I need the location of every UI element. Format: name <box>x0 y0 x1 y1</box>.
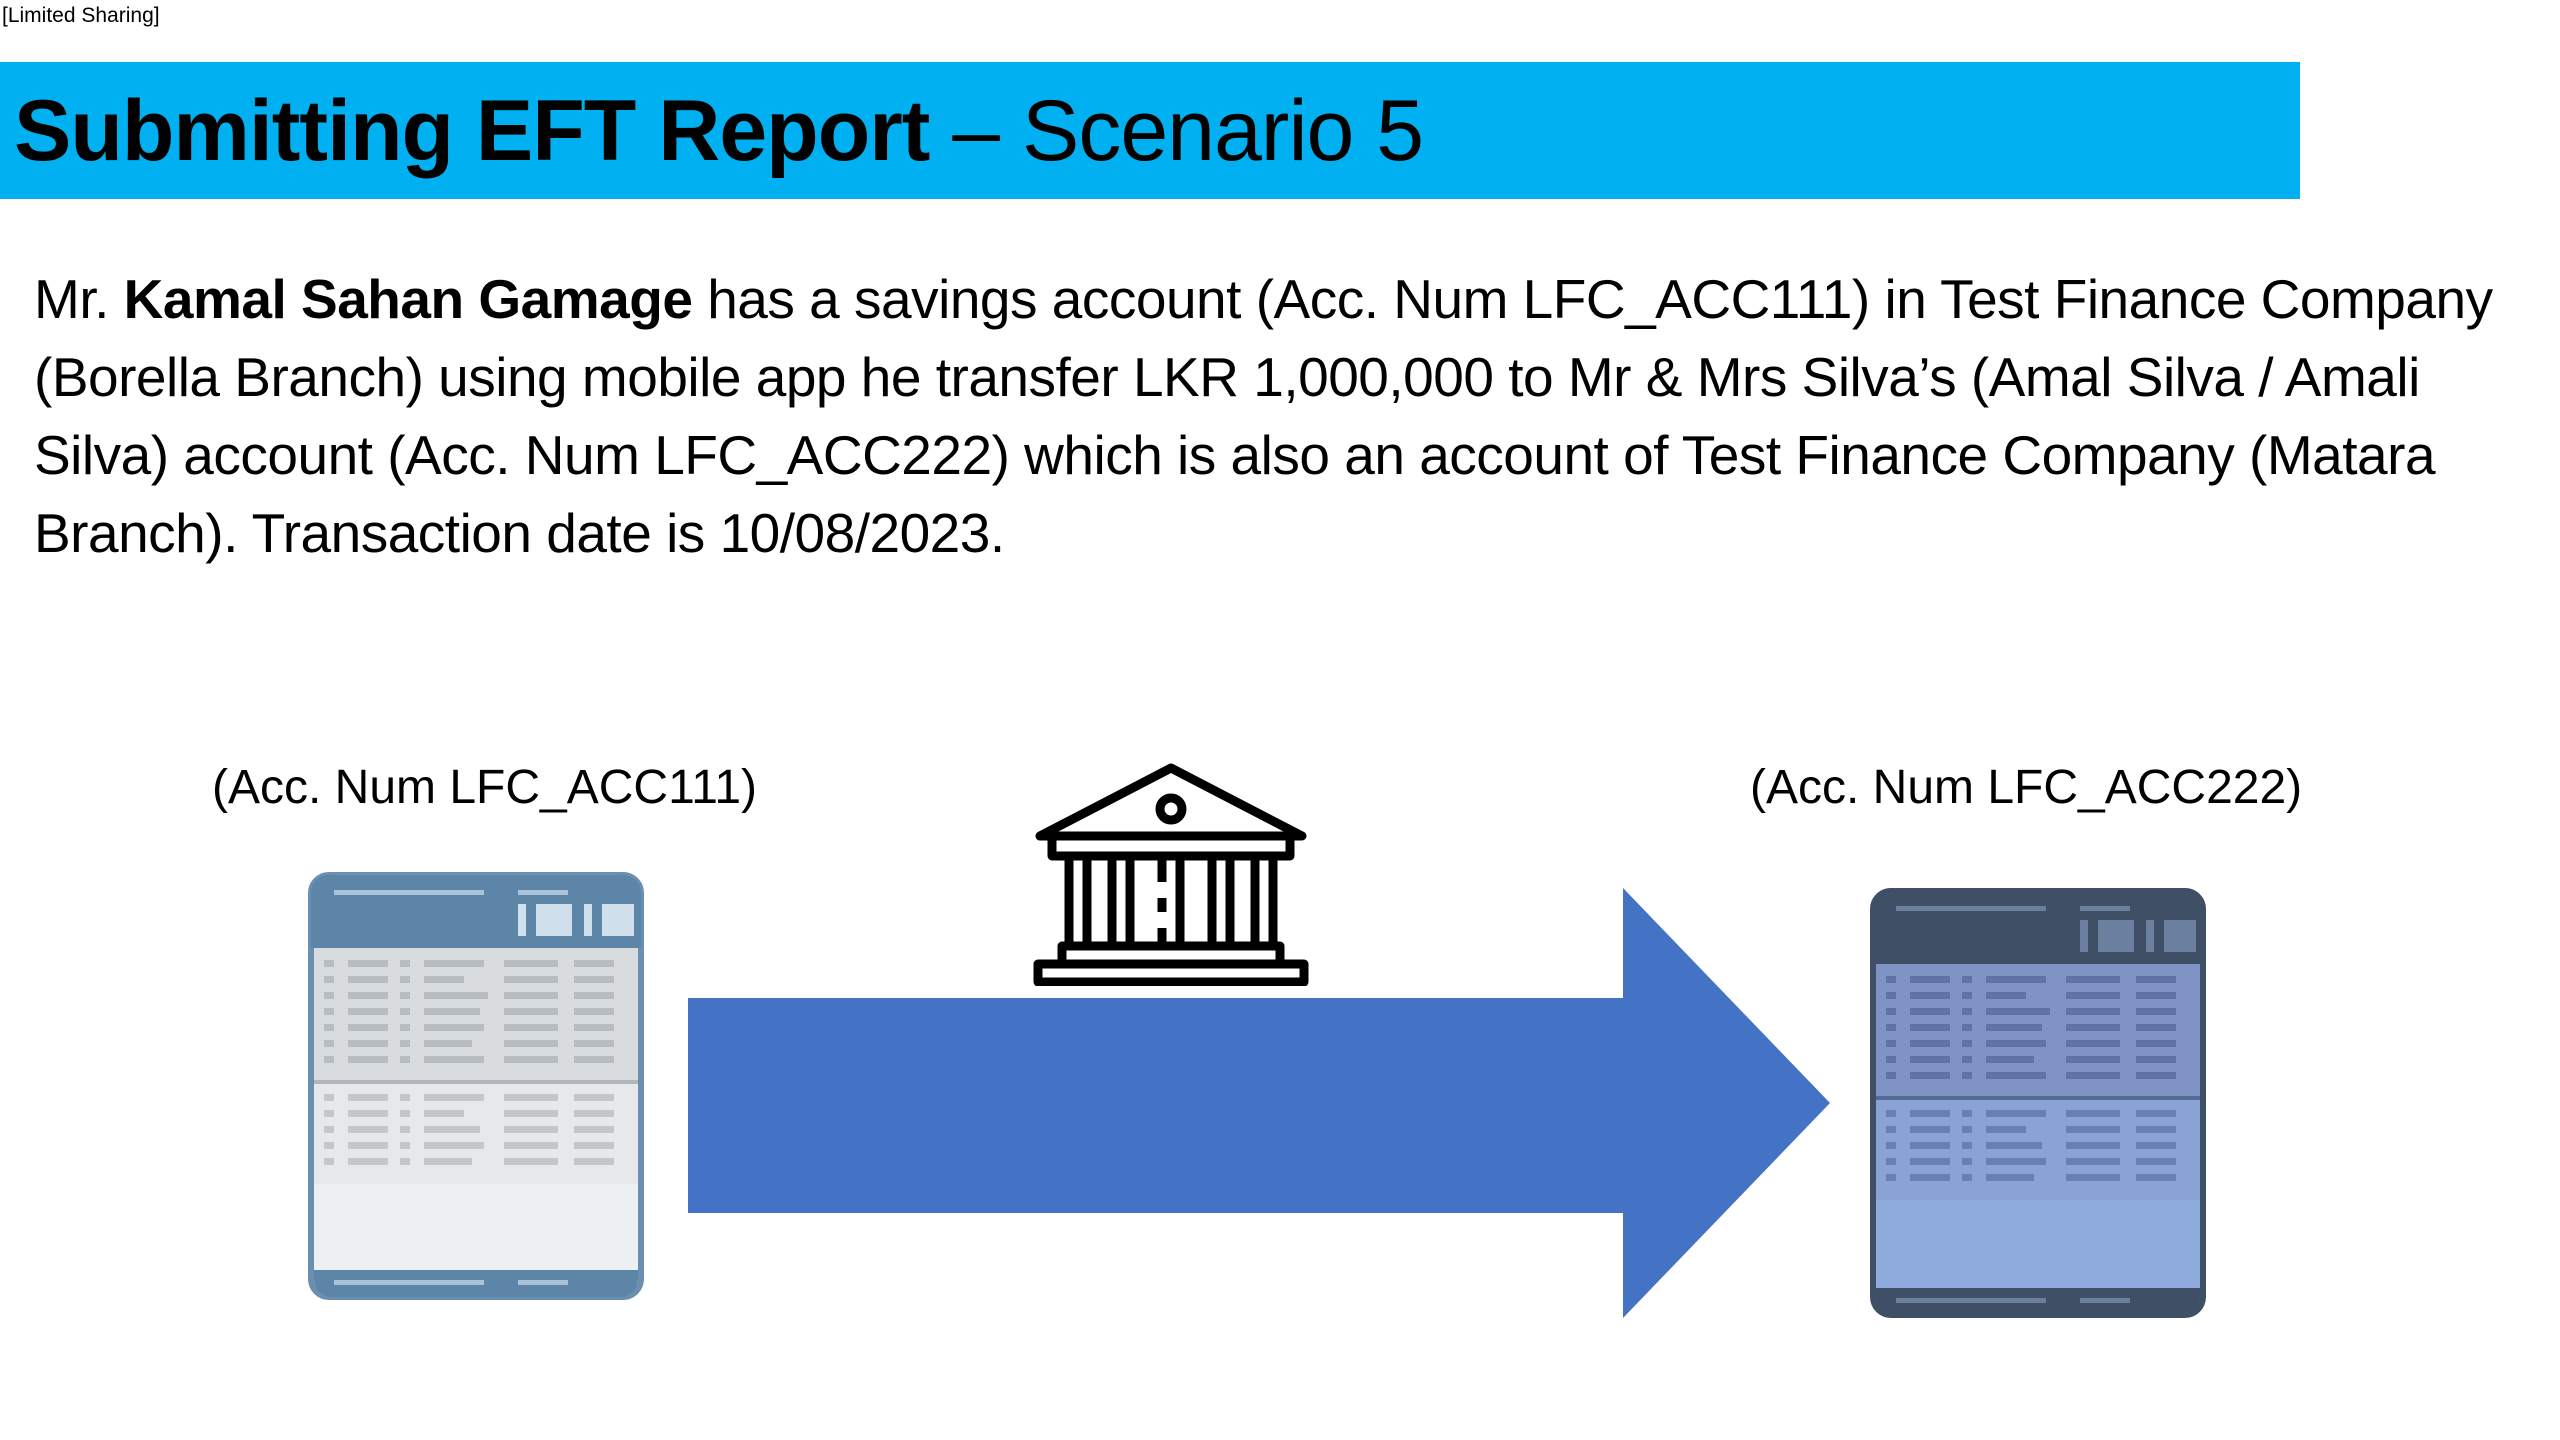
slide-title-bold: Submitting EFT Report <box>14 82 930 179</box>
scenario-description <box>34 260 2534 572</box>
customer-name: Kamal Sahan Gamage <box>123 268 693 330</box>
slide-title-normal: – Scenario 5 <box>929 82 1424 179</box>
description-body: has a savings account (Acc. Num LFC_ACC111) in Test Finance Company (Borella Branch) using mobile app he transfer LKR 1,000,000 to Mr & Mrs Silva’s (Amal Silva / Amali Silva) account (Acc. Num LFC_ACC222) which is also an account of Test Finance Company (Matara Branch). Transaction date is 10/08/2023. <box>34 268 2493 564</box>
sender-account-statement-icon <box>308 872 644 1300</box>
classification-label: [Limited Sharing] <box>2 4 160 27</box>
receiver-account-label: (Acc. Num LFC_ACC222) <box>1750 761 2303 814</box>
receiver-account-statement-icon <box>1870 888 2206 1318</box>
slide-title <box>14 82 1424 179</box>
title-bar <box>0 62 2300 199</box>
sender-account-label: (Acc. Num LFC_ACC111) <box>212 761 758 814</box>
bank-building-icon <box>1032 762 1310 986</box>
description-prefix: Mr. <box>34 268 124 330</box>
